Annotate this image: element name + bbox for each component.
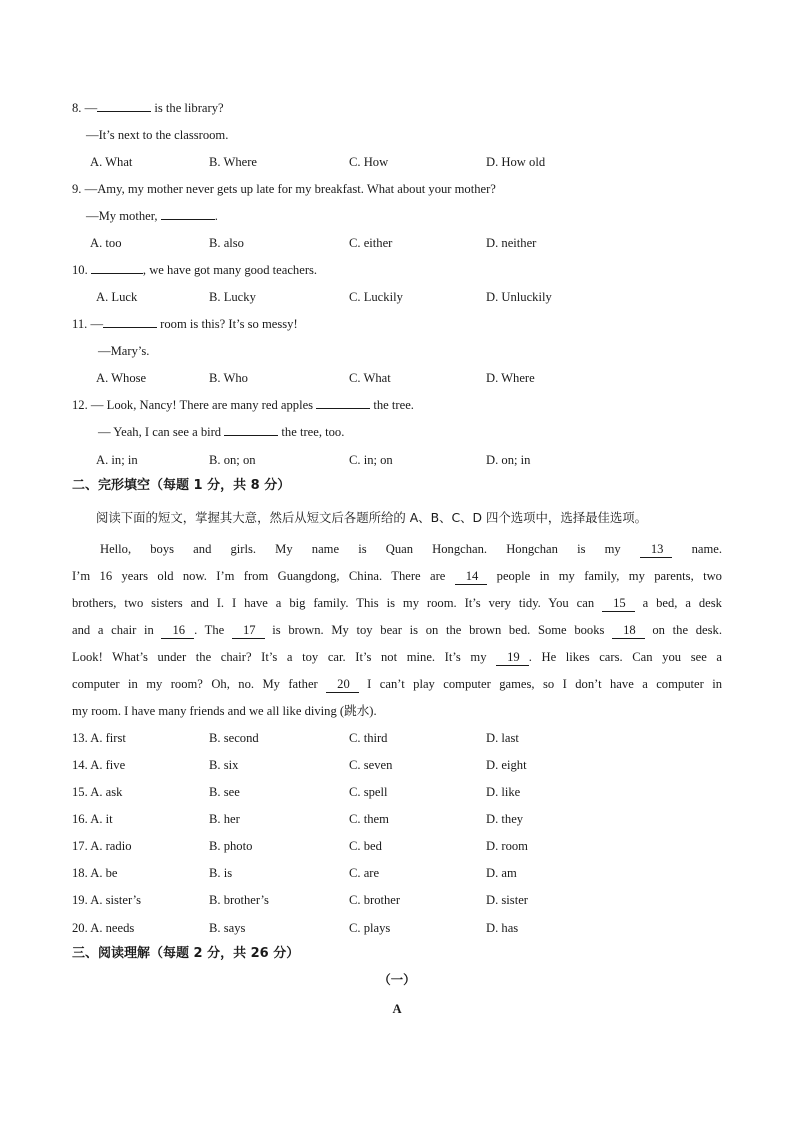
blank-18: 18 [612, 623, 645, 639]
option-a: A. in; in [96, 453, 138, 467]
passage-line-6 [72, 674, 722, 694]
answer-blank [97, 98, 151, 112]
passage-text: is brown. My toy bear is on the brown bed. Some books [264, 623, 613, 637]
question-12 [72, 395, 722, 415]
blank-20: 20 [326, 677, 359, 693]
question-prompt-prefix: — Look, Nancy! There are many red apples [90, 398, 317, 412]
cloze-question-17 [72, 836, 722, 856]
question-number: 11. [72, 317, 88, 331]
option-b: B. Lucky [209, 290, 256, 304]
option-b: B. says [209, 921, 246, 935]
answer-blank [316, 395, 370, 409]
section-heading-reading: 三、阅读理解（每题 2 分，共 26 分） [72, 946, 300, 961]
option-b: B. Where [209, 155, 258, 169]
passage-text: I can’t play computer games, so I don’t have a computer in [358, 677, 722, 691]
blank-14: 14 [455, 569, 488, 585]
question-number: 20. [72, 921, 88, 935]
option-c: C. either [349, 236, 393, 250]
option-b: B. her [209, 812, 240, 826]
option-c: C. them [349, 812, 389, 826]
passage-text: name. [672, 542, 722, 556]
blank-13: 13 [640, 542, 673, 558]
option-c: C. What [349, 371, 391, 385]
cloze-question-18 [72, 863, 722, 883]
passage-line-4 [72, 620, 722, 640]
passage-text: brothers, two sisters and I. I have a big family. This is my room. It’s very tidy. You can [72, 596, 603, 610]
option-b: B. second [209, 731, 259, 745]
option-d: D. How old [486, 155, 546, 169]
option-d: D. room [486, 839, 528, 853]
section-heading-cloze: 二、完形填空（每题 1 分，共 8 分） [72, 478, 291, 493]
question-11 [72, 314, 722, 334]
passage-text: . He likes cars. Can you see a [528, 650, 722, 664]
option-a: A. be [90, 866, 118, 880]
option-d: D. am [486, 866, 517, 880]
option-c: C. How [349, 155, 389, 169]
option-b: B. Who [209, 371, 248, 385]
answer-blank [161, 206, 215, 220]
option-c: C. are [349, 866, 380, 880]
option-d: D. like [486, 785, 521, 799]
passage-line-3 [72, 593, 722, 613]
passage-text: and a chair in [72, 623, 162, 637]
question-number: 17. [72, 839, 88, 853]
question-number: 19. [72, 893, 88, 907]
passage-line-7: my room. I have many friends and we all like diving (跳水). [72, 704, 377, 718]
passage-letter: A [392, 1002, 402, 1016]
question-number: 14. [72, 758, 88, 772]
option-b: B. brother’s [209, 893, 269, 907]
option-d: D. on; in [486, 453, 531, 467]
question-9 [72, 179, 722, 199]
option-a: A. first [90, 731, 126, 745]
passage-text: Hello, boys and girls. My name is Quan Hongchan. Hongchan is my [100, 542, 640, 556]
option-d: D. has [486, 921, 519, 935]
passage-text: people in my family, my parents, two [487, 569, 722, 583]
reply-suffix: . [214, 209, 218, 223]
option-a: A. sister’s [90, 893, 142, 907]
passage-line-1 [100, 539, 722, 559]
option-c: C. plays [349, 921, 391, 935]
question-prompt: —Amy, my mother never gets up late for my breakfast. What about your mother? [84, 182, 496, 196]
option-b: B. on; on [209, 453, 256, 467]
section-instruction: 阅读下面的短文，掌握其大意，然后从短文后各题所给的 A、B、C、D 四个选项中，选择最佳选项。 [96, 510, 648, 525]
answer-blank [103, 314, 157, 328]
option-a: A. it [90, 812, 113, 826]
question-9-reply [86, 206, 722, 226]
question-number: 18. [72, 866, 88, 880]
question-8 [72, 98, 722, 118]
option-c: C. in; on [349, 453, 393, 467]
blank-16: 16 [161, 623, 194, 639]
question-12-options [72, 450, 722, 470]
option-c: C. third [349, 731, 388, 745]
question-10 [72, 260, 722, 280]
cloze-question-19 [72, 890, 722, 910]
question-prompt-suffix: the tree. [370, 398, 414, 412]
question-number: 9. [72, 182, 82, 196]
cloze-question-16 [72, 809, 722, 829]
question-prompt-suffix: , we have got many good teachers. [142, 263, 318, 277]
answer-blank [91, 260, 143, 274]
option-d: D. eight [486, 758, 527, 772]
question-number: 12. [72, 398, 88, 412]
option-a: A. radio [90, 839, 132, 853]
passage-text: computer in my room? Oh, no. My father [72, 677, 327, 691]
passage-line-5 [72, 647, 722, 667]
question-prompt-suffix: is the library? [151, 101, 224, 115]
blank-15: 15 [602, 596, 635, 612]
option-d: D. they [486, 812, 524, 826]
option-b: B. six [209, 758, 239, 772]
subsection-marker: （一） [378, 972, 416, 987]
option-d: D. sister [486, 893, 528, 907]
passage-text: Look! What’s under the chair? It’s a toy car. It’s not mine. It’s my [72, 650, 497, 664]
option-c: C. Luckily [349, 290, 403, 304]
option-b: B. photo [209, 839, 253, 853]
option-a: A. ask [90, 785, 123, 799]
passage-text: . The [194, 623, 232, 637]
question-prompt-prefix: — [90, 317, 104, 331]
question-number: 16. [72, 812, 88, 826]
passage-line-2 [72, 566, 722, 586]
question-number: 13. [72, 731, 88, 745]
option-a: A. Luck [96, 290, 138, 304]
option-d: D. neither [486, 236, 537, 250]
cloze-question-13 [72, 728, 722, 748]
question-11-reply: —Mary’s. [98, 344, 150, 358]
option-c: C. brother [349, 893, 401, 907]
question-prompt-prefix: — [84, 101, 98, 115]
option-d: D. Unluckily [486, 290, 552, 304]
question-12-reply [98, 422, 722, 442]
option-d: D. Where [486, 371, 535, 385]
blank-17: 17 [232, 623, 265, 639]
cloze-question-20 [72, 918, 722, 938]
cloze-question-14 [72, 755, 722, 775]
passage-text: I’m 16 years old now. I’m from Guangdong, China. There are [72, 569, 455, 583]
question-10-options [72, 287, 722, 307]
option-d: D. last [486, 731, 519, 745]
option-c: C. spell [349, 785, 388, 799]
passage-text: a bed, a desk [634, 596, 722, 610]
passage-text: on the desk. [644, 623, 722, 637]
blank-19: 19 [496, 650, 529, 666]
option-c: C. bed [349, 839, 382, 853]
cloze-question-15 [72, 782, 722, 802]
answer-blank [224, 422, 278, 436]
question-8-reply: —It’s next to the classroom. [86, 128, 229, 142]
option-a: A. Whose [96, 371, 147, 385]
question-number: 10. [72, 263, 88, 277]
option-b: B. see [209, 785, 240, 799]
option-a: A. five [90, 758, 126, 772]
question-9-options [72, 233, 722, 253]
question-prompt-suffix: room is this? It’s so messy! [157, 317, 298, 331]
option-c: C. seven [349, 758, 393, 772]
question-number: 8. [72, 101, 82, 115]
option-b: B. is [209, 866, 233, 880]
reply-suffix: the tree, too. [278, 425, 345, 439]
option-b: B. also [209, 236, 244, 250]
option-a: A. What [90, 155, 133, 169]
question-number: 15. [72, 785, 88, 799]
question-8-options [72, 152, 722, 172]
reply-prefix: — Yeah, I can see a bird [98, 425, 225, 439]
question-11-options [72, 368, 722, 388]
reply-prefix: —My mother, [86, 209, 161, 223]
option-a: A. needs [90, 921, 135, 935]
option-a: A. too [90, 236, 122, 250]
